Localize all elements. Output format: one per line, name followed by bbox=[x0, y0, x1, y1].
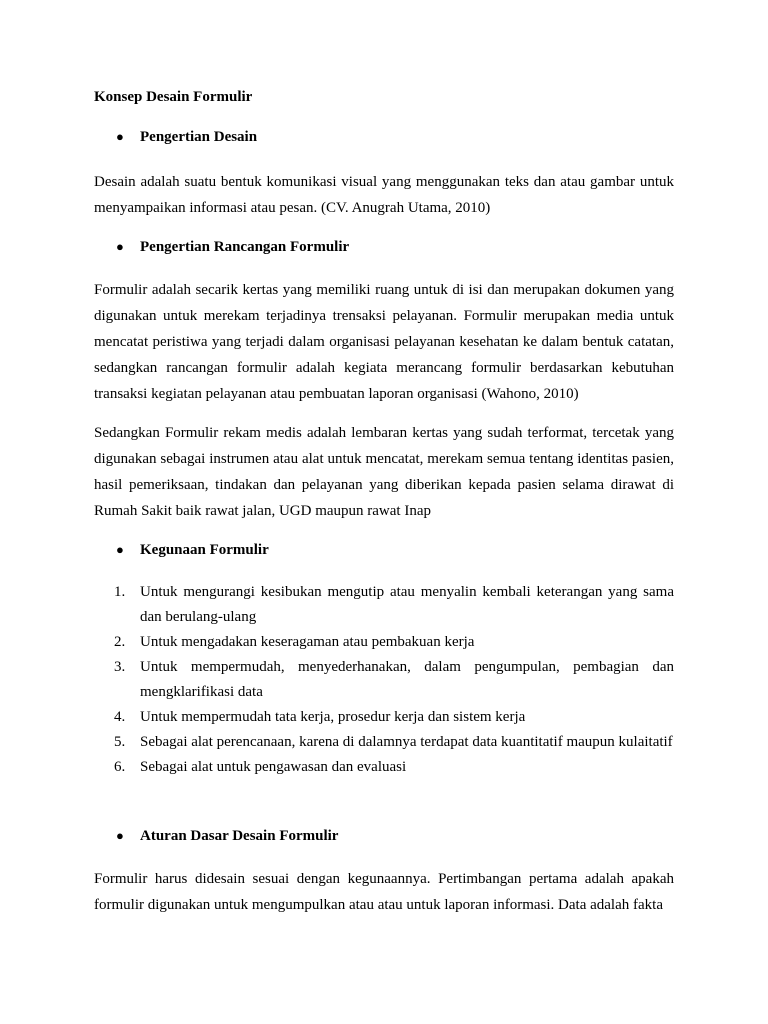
list-item-number: 2. bbox=[114, 634, 126, 650]
list-item bbox=[94, 730, 674, 755]
paragraph: Desain adalah suatu bentuk komunikasi visual yang menggunakan teks dan atau gambar untuk menyampaikan informasi atau pesan. (CV. Anugrah Utama, 2010) bbox=[94, 174, 674, 216]
bullet-icon: ● bbox=[116, 828, 124, 843]
list-item-number: 6. bbox=[114, 759, 126, 775]
bullet-icon: ● bbox=[116, 129, 124, 144]
list-item-number: 1. bbox=[114, 584, 126, 600]
section-heading-kegunaan-formulir bbox=[94, 540, 674, 560]
section-heading-text: Kegunaan Formulir bbox=[140, 542, 269, 558]
paragraph: Sedangkan Formulir rekam medis adalah lembaran kertas yang sudah terformat, tercetak yang digunakan sebagai instrumen atau alat untuk mencatat, merekam semua tentang identitas pasien, hasil pemeriksaan, tindakan dan pelayanan yang diberikan kepada pasien selama dirawat di Rumah Sakit baik rawat jalan, UGD maupun rawat Inap bbox=[94, 425, 674, 519]
list-item bbox=[94, 630, 674, 655]
list-item-text: Sebagai alat untuk pengawasan dan evaluasi bbox=[140, 759, 407, 775]
section-heading-pengertian-desain bbox=[94, 127, 674, 147]
document-title: Konsep Desain Formulir bbox=[94, 89, 253, 105]
paragraph: Formulir harus didesain sesuai dengan kegunaannya. Pertimbangan pertama adalah apakah formulir digunakan untuk mengumpulkan atau atau untuk laporan informasi. Data adalah fakta bbox=[94, 871, 674, 913]
list-item-text: Untuk mengadakan keseragaman atau pembakuan kerja bbox=[140, 634, 475, 650]
numbered-list bbox=[94, 580, 674, 780]
list-item bbox=[94, 705, 674, 730]
bullet-icon: ● bbox=[116, 542, 124, 557]
list-item-text: Sebagai alat perencanaan, karena di dalamnya terdapat data kuantitatif maupun kulaitatif bbox=[140, 734, 673, 750]
list-item-text: Untuk mengurangi kesibukan mengutip atau menyalin kembali keterangan yang sama dan berulang-ulang bbox=[140, 584, 674, 625]
section-heading-text: Aturan Dasar Desain Formulir bbox=[140, 828, 339, 844]
section-heading-text: Pengertian Desain bbox=[140, 129, 258, 145]
list-item bbox=[94, 655, 674, 705]
bullet-icon: ● bbox=[116, 239, 124, 254]
section-heading-pengertian-rancangan-formulir bbox=[94, 237, 674, 257]
list-item bbox=[94, 755, 674, 780]
list-item-number: 4. bbox=[114, 709, 126, 725]
section-heading-text: Pengertian Rancangan Formulir bbox=[140, 239, 350, 255]
list-item-text: Untuk mempermudah, menyederhanakan, dalam pengumpulan, pembagian dan mengklarifikasi data bbox=[140, 659, 674, 700]
list-item bbox=[94, 580, 674, 630]
list-item-text: Untuk mempermudah tata kerja, prosedur kerja dan sistem kerja bbox=[140, 709, 526, 725]
list-item-number: 3. bbox=[114, 659, 126, 675]
list-item-number: 5. bbox=[114, 734, 126, 750]
section-heading-aturan-dasar-desain-formulir bbox=[94, 826, 674, 846]
paragraph: Formulir adalah secarik kertas yang memiliki ruang untuk di isi dan merupakan dokumen yang digunakan untuk merekam terjadinya trensaksi pelayanan. Formulir merupakan media untuk mencatat peristiwa yang terjadi dalam organisasi pelayanan kesehatan ke dalam bentuk catatan, sedangkan rancangan formulir adalah kegiata merancang formulir berdasarkan kebutuhan transaksi kegiatan pelayanan atau pembuatan laporan organisasi (Wahono, 2010) bbox=[94, 282, 674, 402]
